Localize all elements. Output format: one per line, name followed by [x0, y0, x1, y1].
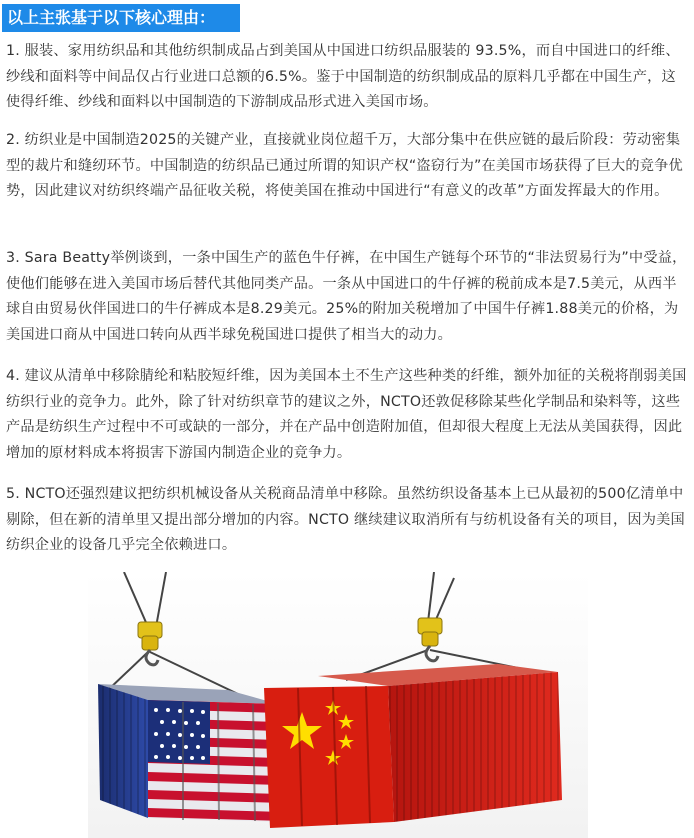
china-flag-container [264, 664, 562, 828]
trade-war-containers-image [88, 572, 588, 838]
paragraph-1: 1. 服装、家用纺织品和其他纺织制成品占到美国从中国进口纺织品服装的 93.5%，而自中国进口的纤维、纱线和面料等中间品仅占行业进口总额的6.5%。鉴于中国制造的纺织制成品的原料几乎都在中国生产，这使得纤维、纱线和面料以中国制造的下游制成品形式进入美国市场。 [6, 43, 680, 110]
paragraph-5: 5. NCTO还强烈建议把纺织机械设备从关税商品清单中移除。虽然纺织设备基本上已从最初的500亿清单中剔除，但在新的清单里又提出部分增加的内容。NCTO 继续建议取消所有与纺机设备有关的项目，因为美国纺织企业的设备几乎完全依赖进口。 [6, 486, 685, 553]
section-title: 以上主张基于以下核心理由： [2, 4, 240, 32]
paragraph-2: 2. 纺织业是中国制造2025的关键产业，直接就业岗位超千万，大部分集中在供应链的最后阶段：劳动密集型的裁片和缝纫环节。中国制造的纺织品已通过所谓的知识产权“盗窃行为”在美国市场获得了巨大的竞争优势，因此建议对纺织终端产品征收关税，将使美国在推动中国进行“有意义的改革”方面发挥最大的作用。 [6, 132, 683, 199]
us-flag-container [98, 684, 284, 822]
paragraph-3: 3. Sara Beatty举例谈到，一条中国生产的蓝色牛仔裤，在中国生产链每个环节的“非法贸易行为”中受益，使他们能够在进入美国市场后替代其他同类产品。一条从中国进口的牛仔裤的税前成本是7.5美元，从西半球自由贸易伙伴国进口的牛仔裤成本是8.29美元。25%的附加关税增加了中国牛仔裤1.88美元的价格，为美国进口商从中国进口转向从西半球免税国进口提供了相当大的动力。 [6, 250, 687, 343]
paragraph-4: 4. 建议从清单中移除腈纶和粘胶短纤维，因为美国本土不生产这些种类的纤维，额外加征的关税将削弱美国纺织行业的竞争力。此外，除了针对纺织章节的建议之外，NCTO还敦促移除某些化学制品和染料等，这些产品是纺织生产过程中不可或缺的一部分，并在产品中创造附加值，但却很大程度上无法从美国获得，因此增加的原材料成本将损害下游国内制造企业的竞争力。 [6, 368, 687, 461]
